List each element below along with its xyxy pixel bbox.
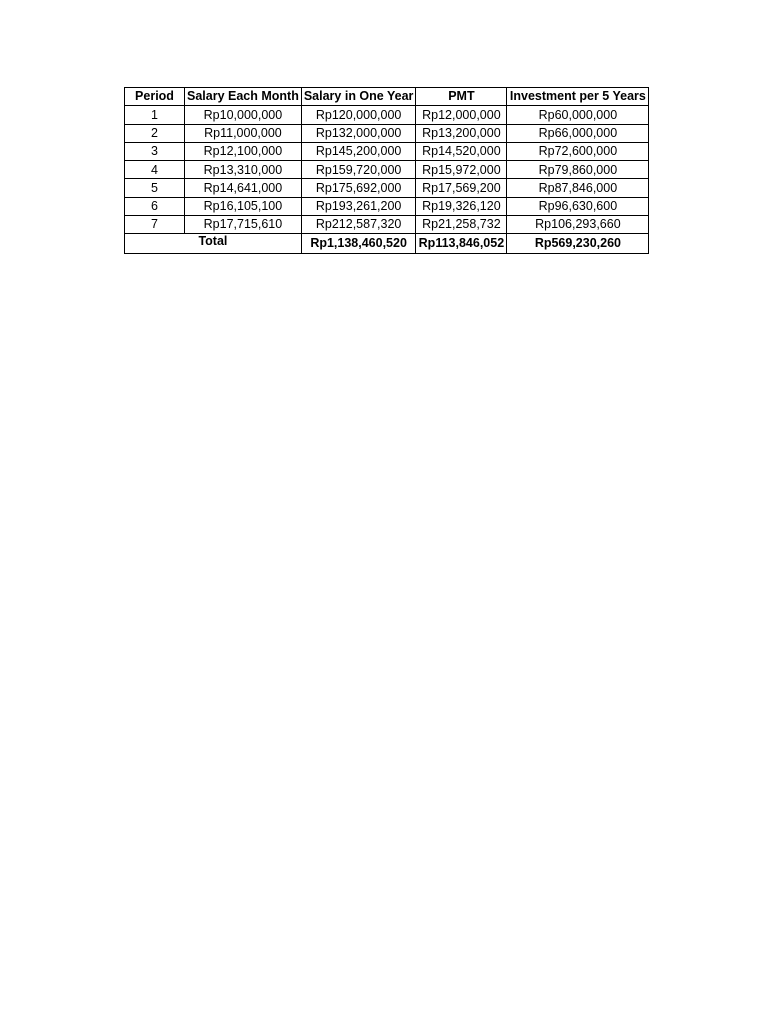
table-row (125, 179, 649, 197)
cell-investment-per-5-years: Rp66,000,000 (507, 124, 649, 142)
cell-period: 3 (125, 142, 185, 160)
cell-period: 4 (125, 161, 185, 179)
table-row (125, 106, 649, 124)
header-row (125, 88, 649, 106)
header-pmt: PMT (416, 88, 507, 106)
total-pmt: Rp113,846,052 (416, 234, 507, 253)
cell-pmt: Rp21,258,732 (416, 216, 507, 234)
cell-investment-per-5-years: Rp72,600,000 (507, 142, 649, 160)
cell-period: 1 (125, 106, 185, 124)
header-salary-each-month: Salary Each Month (185, 88, 302, 106)
table-row (125, 124, 649, 142)
cell-investment-per-5-years: Rp87,846,000 (507, 179, 649, 197)
cell-pmt: Rp15,972,000 (416, 161, 507, 179)
cell-salary-in-one-year: Rp159,720,000 (301, 161, 416, 179)
cell-period: 5 (125, 179, 185, 197)
cell-salary-in-one-year: Rp132,000,000 (301, 124, 416, 142)
cell-investment-per-5-years: Rp79,860,000 (507, 161, 649, 179)
table-row (125, 216, 649, 234)
cell-period: 2 (125, 124, 185, 142)
table-row (125, 197, 649, 215)
cell-salary-each-month: Rp11,000,000 (185, 124, 302, 142)
header-investment-per-5-years: Investment per 5 Years (507, 88, 649, 106)
cell-salary-in-one-year: Rp175,692,000 (301, 179, 416, 197)
cell-salary-in-one-year: Rp193,261,200 (301, 197, 416, 215)
cell-investment-per-5-years: Rp60,000,000 (507, 106, 649, 124)
total-row (125, 234, 649, 253)
cell-period: 7 (125, 216, 185, 234)
cell-salary-each-month: Rp14,641,000 (185, 179, 302, 197)
cell-investment-per-5-years: Rp96,630,600 (507, 197, 649, 215)
total-investment-per-5-years: Rp569,230,260 (507, 234, 649, 253)
cell-pmt: Rp14,520,000 (416, 142, 507, 160)
cell-pmt: Rp12,000,000 (416, 106, 507, 124)
cell-salary-each-month: Rp16,105,100 (185, 197, 302, 215)
cell-investment-per-5-years: Rp106,293,660 (507, 216, 649, 234)
table-row (125, 142, 649, 160)
cell-pmt: Rp13,200,000 (416, 124, 507, 142)
cell-salary-each-month: Rp13,310,000 (185, 161, 302, 179)
cell-pmt: Rp19,326,120 (416, 197, 507, 215)
cell-salary-in-one-year: Rp120,000,000 (301, 106, 416, 124)
cell-salary-in-one-year: Rp145,200,000 (301, 142, 416, 160)
cell-salary-each-month: Rp17,715,610 (185, 216, 302, 234)
header-salary-in-one-year: Salary in One Year (301, 88, 416, 106)
header-period: Period (125, 88, 185, 106)
salary-investment-table (124, 87, 649, 254)
total-label: Total (125, 234, 302, 253)
salary-investment-table-container (124, 87, 649, 254)
total-salary-in-one-year: Rp1,138,460,520 (301, 234, 416, 253)
cell-salary-each-month: Rp12,100,000 (185, 142, 302, 160)
cell-pmt: Rp17,569,200 (416, 179, 507, 197)
cell-salary-in-one-year: Rp212,587,320 (301, 216, 416, 234)
cell-period: 6 (125, 197, 185, 215)
table-row (125, 161, 649, 179)
cell-salary-each-month: Rp10,000,000 (185, 106, 302, 124)
